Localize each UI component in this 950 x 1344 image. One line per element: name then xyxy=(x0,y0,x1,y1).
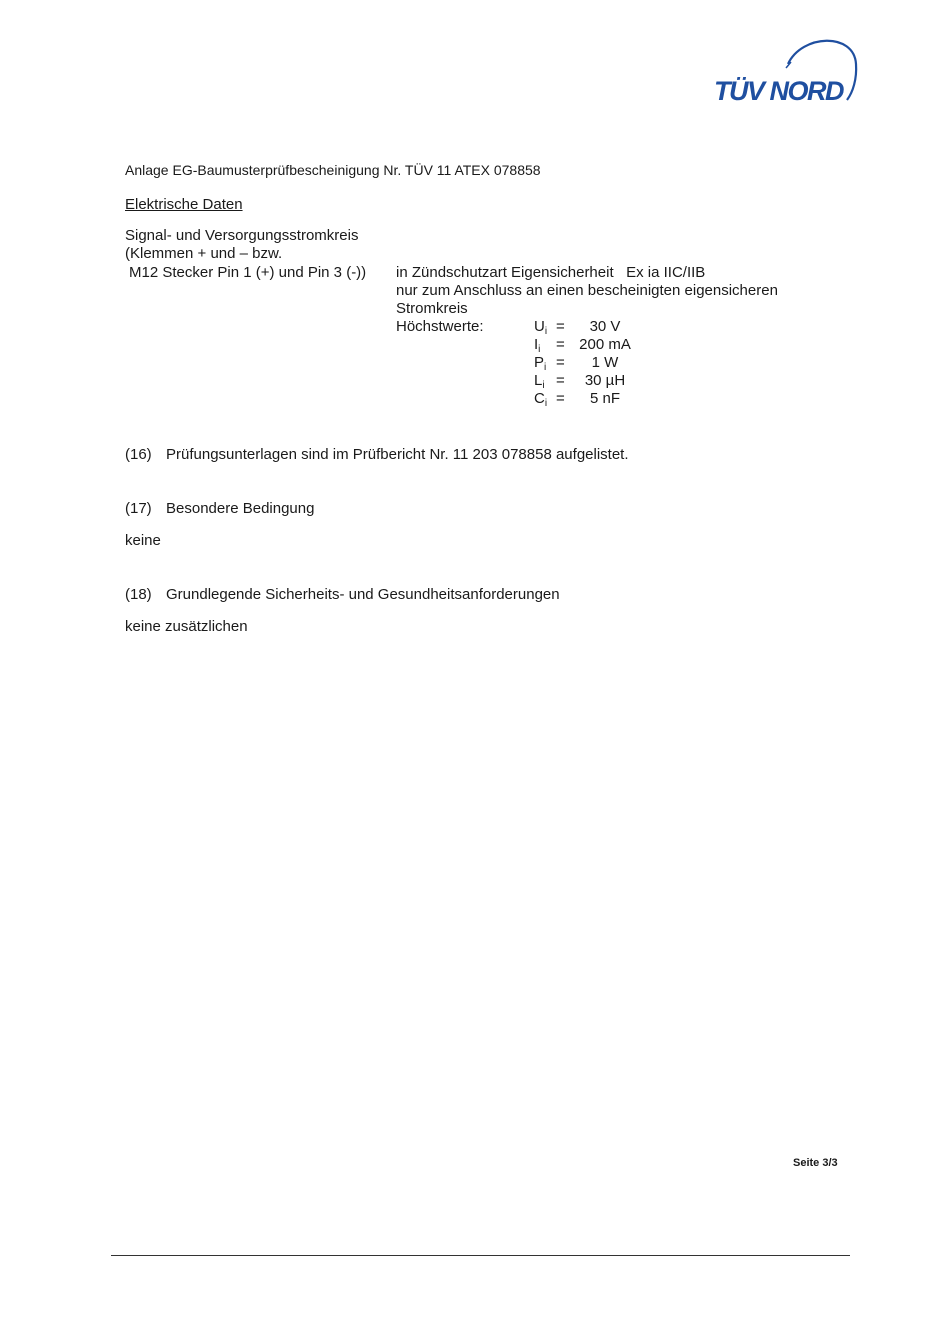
page-number: Seite 3/3 xyxy=(793,1157,838,1169)
value-number: 5 nF xyxy=(589,390,620,407)
section-title: Prüfungsunterlagen sind im Prüfbericht Nr. 11 203 078858 aufgelistet. xyxy=(166,446,629,463)
max-value-row xyxy=(534,390,547,410)
value-subscript: i xyxy=(544,362,547,373)
value-equals: = xyxy=(556,390,565,407)
value-equals: = xyxy=(556,372,565,389)
value-symbol: U xyxy=(534,318,545,335)
footer-divider xyxy=(111,1255,850,1256)
section-body: keine xyxy=(125,532,161,549)
max-value-row xyxy=(534,372,545,392)
section-title: Besondere Bedingung xyxy=(166,500,315,517)
max-value-row xyxy=(534,354,546,374)
annex-title: Anlage EG-Baumusterprüfbescheinigung Nr. TÜV 11 ATEX 078858 xyxy=(125,162,541,178)
value-equals: = xyxy=(556,318,565,335)
value-symbol: C xyxy=(534,390,545,407)
value-subscript: i xyxy=(544,398,548,409)
max-value-row xyxy=(534,336,540,356)
value-symbol: P xyxy=(534,354,545,371)
value-subscript: i xyxy=(544,326,548,337)
protection-line: nur zum Anschluss an einen bescheinigten eigensicheren xyxy=(396,282,778,299)
value-symbol: L xyxy=(534,372,543,389)
section-number: (17) xyxy=(125,500,152,517)
value-number: 30 V xyxy=(589,318,621,335)
max-values-label: Höchstwerte: xyxy=(396,318,484,335)
value-equals: = xyxy=(556,336,565,353)
value-subscript: i xyxy=(542,380,545,391)
value-equals: = xyxy=(556,354,565,371)
value-symbol: I xyxy=(534,336,539,353)
section-number: (16) xyxy=(125,446,152,463)
electrical-data-heading: Elektrische Daten xyxy=(125,196,243,213)
section-body: keine zusätzlichen xyxy=(125,618,248,635)
section-number: (18) xyxy=(125,586,152,603)
circuit-line: M12 Stecker Pin 1 (+) und Pin 3 (-)) xyxy=(129,264,367,281)
circuit-line: Signal- und Versorgungsstromkreis xyxy=(125,227,359,244)
tuv-nord-logo xyxy=(712,34,862,106)
value-number: 30 µH xyxy=(584,372,626,389)
protection-line: Stromkreis xyxy=(396,300,468,317)
section-title: Grundlegende Sicherheits- und Gesundheitsanforderungen xyxy=(166,586,560,603)
value-number: 1 W xyxy=(591,354,619,371)
value-subscript: i xyxy=(538,344,541,355)
svg-text:TÜV NORD: TÜV NORD xyxy=(714,76,843,106)
value-number: 200 mA xyxy=(579,336,631,353)
circuit-line: (Klemmen + und – bzw. xyxy=(125,245,283,262)
max-value-row xyxy=(534,318,547,338)
protection-line: in Zündschutzart Eigensicherheit Ex ia IIC/IIB xyxy=(396,264,706,281)
